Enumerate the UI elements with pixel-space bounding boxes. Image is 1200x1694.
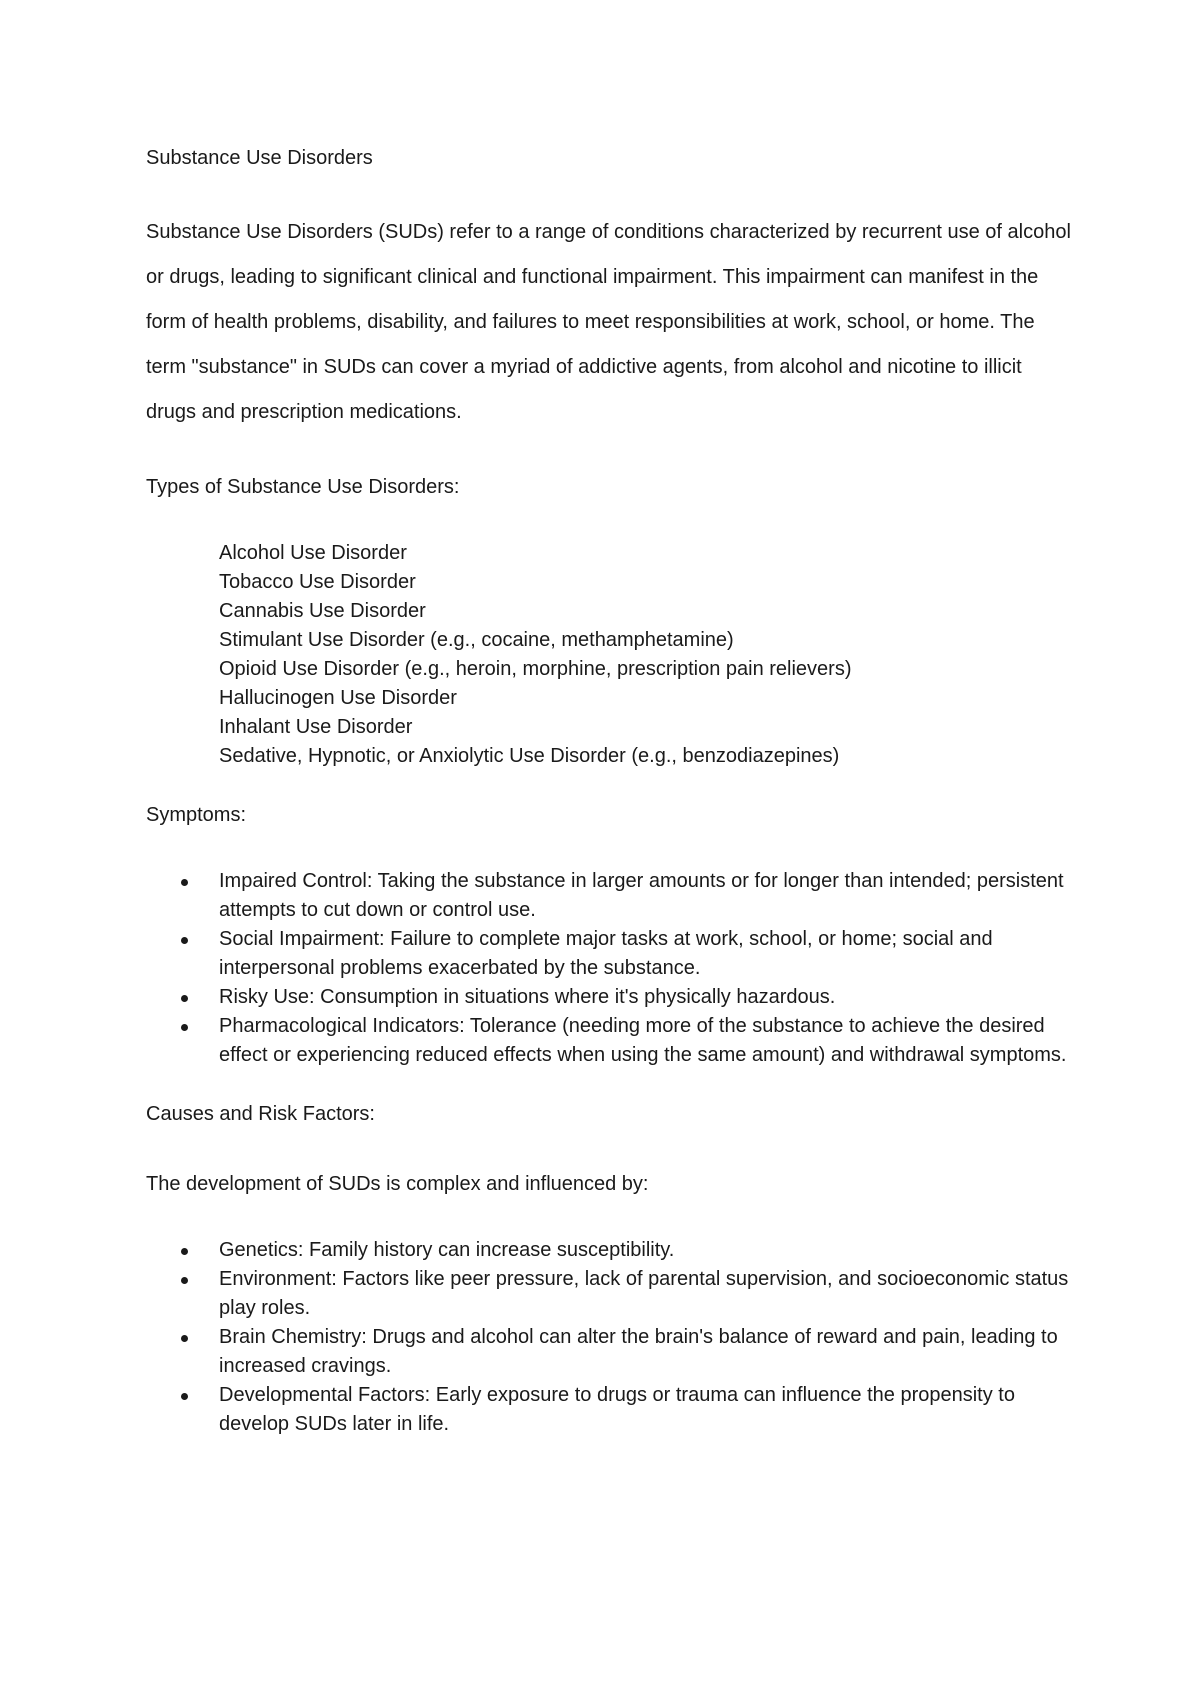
types-list	[146, 539, 1076, 771]
symptom-text: Social Impairment: Failure to complete major tasks at work, school, or home; social and interpersonal problems exacerbated by the substance.	[219, 928, 993, 979]
causes-intro: The development of SUDs is complex and influenced by:	[146, 1173, 649, 1195]
types-list-item: Hallucinogen Use Disorder	[219, 687, 457, 709]
cause-text: Brain Chemistry: Drugs and alcohol can alter the brain's balance of reward and pain, leading to increased cravings.	[219, 1326, 1058, 1377]
document-title: Substance Use Disorders	[146, 147, 373, 169]
types-list-item: Inhalant Use Disorder	[219, 716, 413, 738]
symptoms-list	[146, 867, 1076, 1070]
cause-text: Environment: Factors like peer pressure, lack of parental supervision, and socioeconomic status play roles.	[219, 1268, 1069, 1319]
types-list-item: Stimulant Use Disorder (e.g., cocaine, methamphetamine)	[219, 629, 734, 651]
cause-list-item	[219, 1265, 1076, 1323]
symptoms-heading: Symptoms:	[146, 804, 247, 826]
types-list-item: Alcohol Use Disorder	[219, 542, 407, 564]
bullet-icon	[181, 1335, 188, 1342]
document-body	[146, 140, 1076, 1465]
bullet-icon	[181, 995, 188, 1002]
symptom-text: Risky Use: Consumption in situations where it's physically hazardous.	[219, 986, 836, 1008]
types-list-item: Opioid Use Disorder (e.g., heroin, morphine, prescription pain relievers)	[219, 658, 852, 680]
cause-list-item	[219, 1236, 1076, 1265]
intro-paragraph: Substance Use Disorders (SUDs) refer to a range of conditions characterized by recurrent use of alcohol or drugs, leading to significant clinical and functional impairment. This impairment can manifest in the form of health problems, disability, and failures to meet responsibilities at work, school, or home. The term "substance" in SUDs can cover a myriad of addictive agents, from alcohol and nicotine to illicit drugs and prescription medications.	[146, 221, 1071, 423]
types-list-item: Cannabis Use Disorder	[219, 600, 426, 622]
types-list-item: Sedative, Hypnotic, or Anxiolytic Use Disorder (e.g., benzodiazepines)	[219, 745, 840, 767]
bullet-icon	[181, 1393, 188, 1400]
symptom-list-item	[219, 867, 1076, 925]
causes-list	[146, 1236, 1076, 1439]
types-heading: Types of Substance Use Disorders:	[146, 476, 460, 498]
symptom-list-item	[219, 983, 1076, 1012]
symptom-text: Impaired Control: Taking the substance in larger amounts or for longer than intended; persistent attempts to cut down or control use.	[219, 870, 1064, 921]
bullet-icon	[181, 1024, 188, 1031]
causes-heading: Causes and Risk Factors:	[146, 1103, 375, 1125]
cause-list-item	[219, 1381, 1076, 1439]
bullet-icon	[181, 1277, 188, 1284]
bullet-icon	[181, 937, 188, 944]
symptom-text: Pharmacological Indicators: Tolerance (needing more of the substance to achieve the desired effect or experiencing reduced effects when using the same amount) and withdrawal symptoms.	[219, 1015, 1067, 1066]
bullet-icon	[181, 879, 188, 886]
types-list-item: Tobacco Use Disorder	[219, 571, 416, 593]
symptom-list-item	[219, 925, 1076, 983]
bullet-icon	[181, 1248, 188, 1255]
symptom-list-item	[219, 1012, 1076, 1070]
cause-text: Genetics: Family history can increase susceptibility.	[219, 1239, 675, 1261]
cause-text: Developmental Factors: Early exposure to drugs or trauma can influence the propensity to develop SUDs later in life.	[219, 1384, 1015, 1435]
cause-list-item	[219, 1323, 1076, 1381]
